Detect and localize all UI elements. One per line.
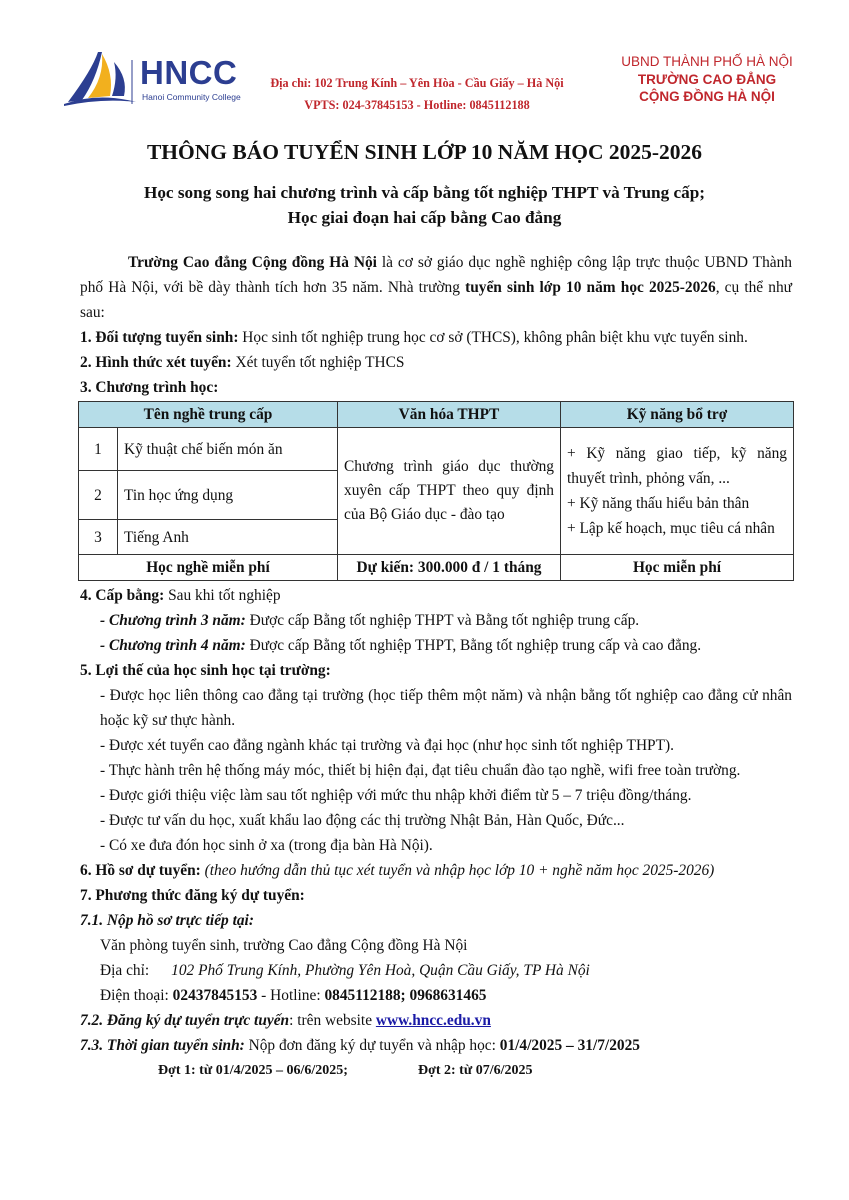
hncc-logo: [62, 50, 241, 108]
table-header-row: [79, 402, 794, 428]
section-2-text: Xét tuyển tốt nghiệp THCS: [231, 354, 405, 371]
skills-cell: [561, 428, 794, 555]
item-label: - Chương trình 3 năm:: [100, 612, 246, 629]
skill-item: + Kỹ năng thấu hiểu bản thân: [567, 495, 750, 512]
section-2-label: 2. Hình thức xét tuyển:: [80, 354, 232, 371]
table-header-cell: Văn hóa THPT: [338, 402, 561, 428]
advantage-item: - Có xe đưa đón học sinh ở xa (trong địa bàn Hà Nội).: [100, 837, 433, 854]
footer-cell: Học miễn phí: [561, 555, 794, 581]
intro-text-1: là cơ sở giáo dục nghề nghiệp công lập trực thuộc UBND Thành phố Hà Nội, với bề dày thành tích hơn 35 năm. Nhà trường: [80, 254, 792, 296]
section-4-label: 4. Cấp bằng:: [80, 587, 165, 604]
logo-subtitle: Hanoi Community College: [142, 92, 241, 102]
hotline-label: - Hotline:: [257, 987, 325, 1004]
intro-highlight: tuyển sinh lớp 10 năm học 2025-2026: [465, 279, 716, 296]
footer-cell: Học nghề miễn phí: [79, 555, 338, 581]
section-3-label: 3. Chương trình học:: [80, 379, 219, 396]
advantage-item: - Được tư vấn du học, xuất khẩu lao động các thị trường Nhật Bản, Hàn Quốc, Đức...: [100, 812, 625, 829]
row-number: 1: [79, 428, 118, 471]
subtitle-line-2: Học giai đoạn hai cấp bằng Cao đẳng: [287, 208, 562, 227]
skill-item: + Lập kế hoạch, mục tiêu cá nhân: [567, 520, 775, 537]
item-text: Được cấp Bằng tốt nghiệp THPT, Bằng tốt nghiệp trung cấp và cao đẳng.: [245, 637, 702, 654]
section-7-3-text: Nộp đơn đăng ký dự tuyển và nhập học:: [244, 1037, 500, 1054]
item-text: Được cấp Bằng tốt nghiệp THPT và Bằng tốt nghiệp trung cấp.: [245, 612, 640, 629]
table-footer-row: [79, 555, 794, 581]
section-6-label: 6. Hồ sơ dự tuyển:: [80, 862, 201, 879]
intro-text-2: , cụ thể như sau:: [80, 279, 793, 321]
page-subtitle: [0, 180, 849, 230]
section-4-item: [80, 633, 792, 658]
table-header-cell: Kỹ năng bổ trợ: [561, 402, 794, 428]
phone-number: 02437845153: [172, 987, 258, 1004]
page-title: THÔNG BÁO TUYỂN SINH LỚP 10 NĂM HỌC 2025-2026: [146, 140, 703, 164]
culture-program-cell: Chương trình giáo dục thường xuyên cấp THPT theo quy định của Bộ Giáo dục - đào tạo: [338, 428, 561, 555]
section-7-2: [80, 1008, 792, 1033]
address-value: 102 Phố Trung Kính, Phường Yên Hoà, Quận Cầu Giấy, TP Hà Nội: [171, 962, 590, 979]
row-program-name: Tin học ứng dụng: [118, 471, 338, 520]
advantage-item: - Thực hành trên hệ thống máy móc, thiết bị hiện đại, đạt tiêu chuẩn đào tạo nghề, wifi free toàn trường.: [100, 762, 741, 779]
advantage-item: - Được xét tuyển cao đẳng ngành khác tại trường và đại học (như học sinh tốt nghiệp THPT).: [100, 737, 674, 754]
admission-dates: 01/4/2025 – 31/7/2025: [499, 1037, 640, 1054]
office-address: [80, 958, 792, 983]
program-table: [78, 401, 794, 581]
website-link[interactable]: www.hncc.edu.vn: [375, 1012, 491, 1029]
document-body: [80, 250, 792, 1083]
table-header-cell: Tên nghề trung cấp: [79, 402, 338, 428]
section-1-label: 1. Đối tượng tuyển sinh:: [80, 329, 239, 346]
row-program-name: Kỹ thuật chế biến món ăn: [118, 428, 338, 471]
row-number: 3: [79, 520, 118, 555]
section-2: [80, 350, 792, 375]
section-1: [80, 325, 792, 350]
section-5-label: 5. Lợi thế của học sinh học tại trường:: [80, 662, 331, 679]
section-7-2-label: 7.2. Đăng ký dự tuyển trực tuyến: [80, 1012, 290, 1029]
phone-label: Điện thoại:: [100, 987, 173, 1004]
section-7-label: 7. Phương thức đăng ký dự tuyển:: [80, 887, 305, 904]
institution-line-2: TRƯỜNG CAO ĐẲNG: [637, 71, 777, 87]
row-program-name: Tiếng Anh: [118, 520, 338, 555]
admission-rounds: [80, 1058, 792, 1083]
section-5: [80, 658, 792, 683]
office-name: Văn phòng tuyển sinh, trường Cao đẳng Cộng đồng Hà Nội: [100, 937, 468, 954]
row-number: 2: [79, 471, 118, 520]
institution-line-3: CỘNG ĐỒNG HÀ NỘI: [639, 89, 775, 104]
section-3: [80, 375, 792, 400]
advantage-item: - Được học liên thông cao đẳng tại trường (học tiếp thêm một năm) và nhận bằng tốt nghiệp cao đẳng cử nhân hoặc kỹ sư thực hành.: [100, 687, 792, 729]
sail-logo-icon: [62, 50, 138, 108]
section-4-text: Sau khi tốt nghiệp: [164, 587, 281, 604]
section-4-item: [80, 608, 792, 633]
school-name: Trường Cao đẳng Cộng đồng Hà Nội: [128, 254, 377, 271]
hotline-number: 0845112188; 0968631465: [324, 987, 487, 1004]
section-6-text: (theo hướng dẫn thủ tục xét tuyển và nhập học lớp 10 + nghề năm học 2025-2026): [200, 862, 715, 879]
address-label: Địa chỉ:: [100, 962, 150, 979]
section-7-1: [80, 908, 792, 933]
subtitle-line-1: Học song song hai chương trình và cấp bằng tốt nghiệp THPT và Trung cấp;: [143, 183, 706, 202]
logo-text: HNCC: [140, 54, 238, 91]
header-address: Địa chỉ: 102 Trung Kính – Yên Hòa - Cầu Giấy – Hà Nội: [270, 76, 564, 90]
table-row: [79, 428, 794, 471]
section-7-3-label: 7.3. Thời gian tuyển sinh:: [80, 1037, 245, 1054]
header-phones: VPTS: 024-37845153 - Hotline: 0845112188: [304, 98, 530, 112]
office-phone: [80, 983, 792, 1008]
section-7-2-text: : trên website: [289, 1012, 376, 1029]
section-7: [80, 883, 792, 908]
section-7-1-label: 7.1. Nộp hồ sơ trực tiếp tại:: [80, 912, 254, 929]
round-1: Đợt 1: từ 01/4/2025 – 06/6/2025;: [158, 1063, 348, 1078]
item-label: - Chương trình 4 năm:: [100, 637, 246, 654]
intro-paragraph: [80, 250, 792, 325]
section-7-3: [80, 1033, 792, 1058]
institution-line-1: UBND THÀNH PHỐ HÀ NỘI: [621, 54, 793, 69]
round-2: Đợt 2: từ 07/6/2025: [417, 1063, 533, 1078]
skill-item: + Kỹ năng giao tiếp, kỹ năng thuyết trình, phỏng vấn, ...: [567, 445, 787, 487]
header-institution: [612, 53, 802, 106]
footer-cell: Dự kiến: 300.000 đ / 1 tháng: [338, 555, 561, 581]
section-6: [80, 858, 792, 883]
advantage-item: - Được giới thiệu việc làm sau tốt nghiệp với mức thu nhập khởi điểm từ 5 – 7 triệu đồng/tháng.: [100, 787, 692, 804]
section-4: [80, 583, 792, 608]
section-1-text: Học sinh tốt nghiệp trung học cơ sở (THCS), không phân biệt khu vực tuyển sinh.: [238, 329, 748, 346]
header-contact: [262, 72, 572, 116]
